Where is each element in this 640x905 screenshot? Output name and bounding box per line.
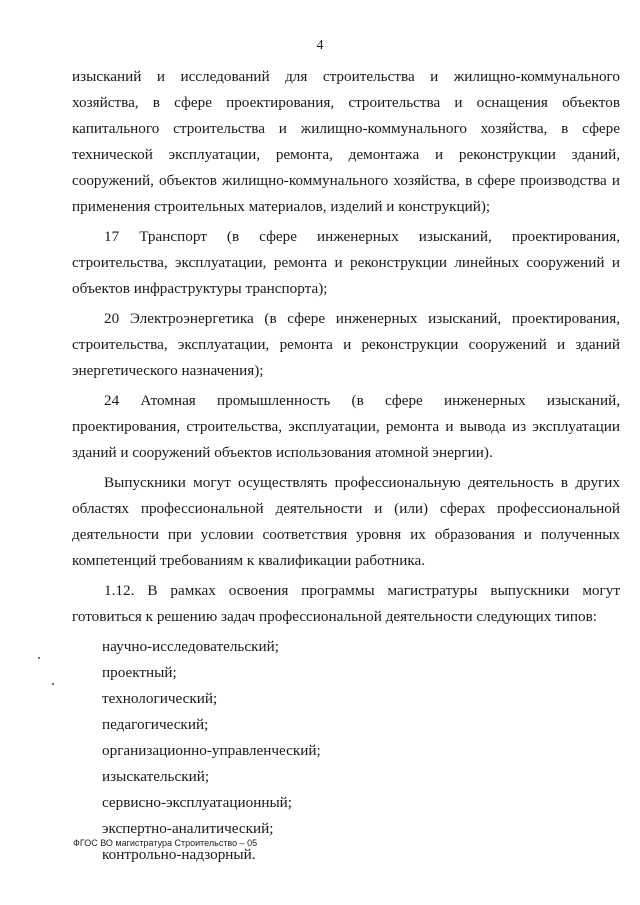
scan-speck [52,683,54,685]
scan-speck [38,657,40,659]
page-number: 4 [316,38,324,53]
task-types-list [72,634,620,868]
paragraph-nuclear-industry: 24 Атомная промышленность (в сфере инженерных изысканий, проектирования, строительства, эксплуатации, ремонта и вывода из эксплуатации зданий и сооружений объектов использования атомной энергии). [72,392,620,461]
list-item: изыскательский; [102,768,210,785]
list-item: контрольно-надзорный. [102,846,256,863]
list-item: проектный; [102,664,177,681]
paragraph-1-12: 1.12. В рамках освоения программы магистратуры выпускники могут готовиться к решению задач профессиональной деятельности следующих типов: [72,582,620,625]
list-item: экспертно-аналитический; [102,820,274,837]
paragraph-power-engineering: 20 Электроэнергетика (в сфере инженерных изысканий, проектирования, строительства, эксплуатации, ремонта и реконструкции сооружений и зданий энергетического назначения); [72,310,620,379]
list-item: педагогический; [102,716,209,733]
list-item: технологический; [102,690,218,707]
paragraph-continuation: изысканий и исследований для строительства и жилищно-коммунального хозяйства, в сфере проектирования, строительства и оснащения объектов капитального строительства и жилищно-коммунального хозяйства, в сфере технической эксплуатации, ремонта, демонтажа и реконструкции зданий, сооружений, объектов жилищно-коммунального хозяйства, в сфере производства и применения строительных материалов, изделий и конструкций); [72,68,620,215]
paragraph-other-areas: Выпускники могут осуществлять профессиональную деятельность в других областях профессиональной деятельности и (или) сферах профессиональной деятельности при условии соответствия уровня их образования и полученных компетенций требованиям к квалификации работника. [72,474,620,569]
document-body [72,64,620,868]
paragraph-transport: 17 Транспорт (в сфере инженерных изысканий, проектирования, строительства, эксплуатации, ремонта и реконструкции линейных сооружений и объектов инфраструктуры транспорта); [72,228,620,297]
page-footer: ФГОС ВО магистратура Строительство – 05 [73,838,258,848]
list-item: научно-исследовательский; [102,638,279,655]
list-item: сервисно-эксплуатационный; [102,794,293,811]
list-item: организационно-управленческий; [102,742,321,759]
